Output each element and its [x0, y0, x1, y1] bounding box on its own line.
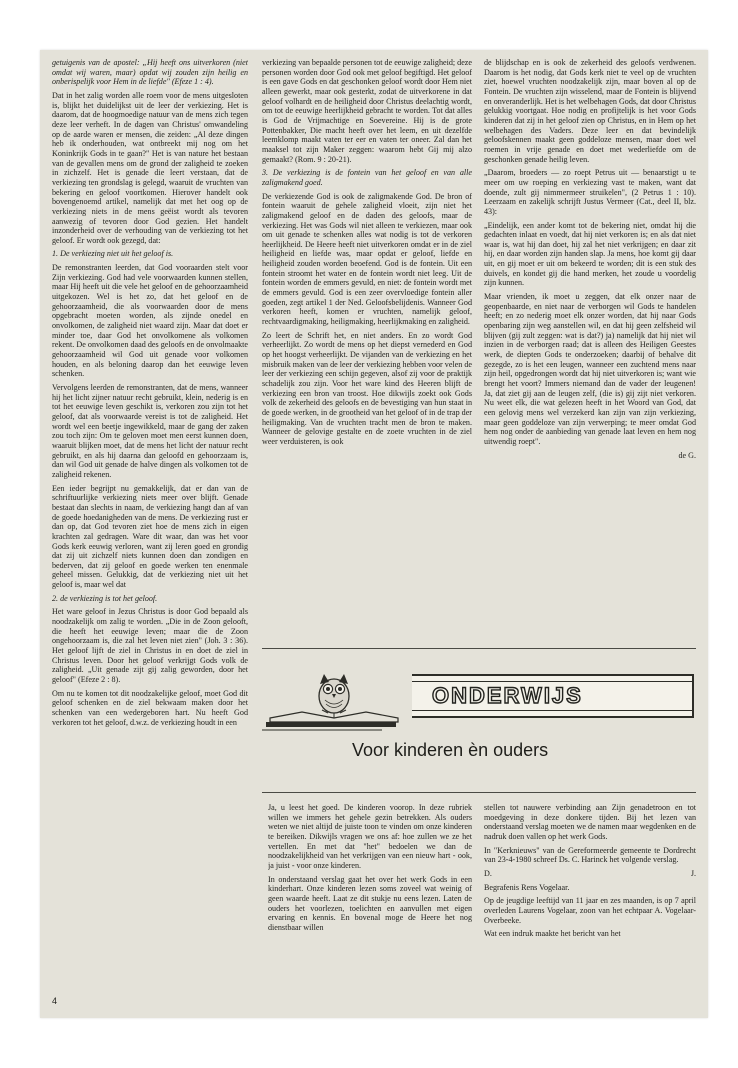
- paragraph: de blijdschap en is ook de zekerheid des geloofs verdwenen. Daarom is het nodig, dat Gods kerk niet te veel op de vruchten ziet, hoewel vruchten noodzakelijk zijn, maar boven al op de Fontein. De vruchten zijn wisselend, maar de Fontein is blijvend en onveranderlijk. Het is het welbehagen Gods, dat door Christus gelukkig voortgaat. Hoe nodig en profijtelijk is het voor Gods kinderen dat zij in het geloof zien op Christus, en in Hem op het welbehagen des Vaders. Deze leer en dat bevindelijk geloofskennen maakt geen goddeloze mensen, maar doet wel roemen in vrije genade en doet met wederliefde om de geschonken genade heilig leven.: [484, 58, 696, 164]
- paragraph: Zo leert de Schrift het, en niet anders. En zo wordt God verheerlijkt. Zo wordt de mens op het diepst vernederd en God op het hoogst verheerlijkt. De vijanden van de verkiezing en het misbruik maken van de leer der verkiezing hebben voor velen de leer der verkiezing een schijn gegeven, alsof zij voor de praktijk schadelijk zou zijn. Voor het ware kind des Heeren blijft de verkiezing een bron van troost. Hoe dikwijls zoekt ook Gods volk de zekerheid des geloofs en de bevestiging van hun staat in de goede werken, in de grootheid van het geloof of in de trap der heiligmaking. Van de vruchten tracht men de bron te maken. Wanneer de gelovige gestalte en de zoete vruchten in de ziel weer verduisteren, is ook: [262, 330, 472, 446]
- paragraph: Om nu te komen tot dit noodzakelijke geloof, moet God dit geloof schenken en de ziel bekwaam maken door het schenken van een wedergeboren hart. Nu heeft God verkoren tot het geloof, d.w.z. de verkiezing houdt in een: [52, 688, 248, 727]
- divider: [262, 792, 696, 793]
- paragraph: In onderstaand verslag gaat het over het werk Gods in een kinderhart. Onze kinderen lezen soms zoveel wat weinig of geen waarde heeft. Laat ze dit stukje nu eens lezen. Laten de ouders het voorlezen, toelichten en aanvullen met eigen ervaring en kennis. En bovenal moge de Heere het nog dienstbaar willen: [268, 874, 472, 932]
- paragraph: Ja, u leest het goed. De kinderen voorop. In deze rubriek willen we immers het gehele gezin betrekken. Als ouders weten we niet altijd de juiste toon te vinden om onze kinderen te bereiken. Dikwijls vragen we ons af: hoe zullen we ze het vertellen. En met dat "het" bedoelen we dan de noodzakelijkheid van het verkrijgen van een nieuw hart - ook, ja juist - voor onze kinderen.: [268, 803, 472, 870]
- paragraph: Op de jeugdige leeftijd van 11 jaar en zes maanden, is op 7 april overleden Laurens Vogelaar, zoon van het echtpaar A. Vogelaar-Overbeeke.: [484, 896, 696, 925]
- paragraph: Begrafenis Rens Vogelaar.: [484, 882, 570, 892]
- paragraph: verkiezing van bepaalde personen tot de eeuwige zaligheid; deze personen worden door God ook met geloof begiftigd. Het geloof is een gave Gods en dat geschonken geloof wordt door Hem niet alleen gewerkt, maar ook gesterkt, zodat de uitverkorene in dat geloof volhardt en de heiligheid door Christus deelachtig wordt, om tot de eeuwige heerlijkheid gebracht te worden. Tot dat alles is God de Vrijmachtige en Soevereine. Hij is de grote Pottenbakker, Die macht heeft over het leem, en uit dezelfde leemklomp maakt vaten ter eer en vaten ter oneer. Zal dan het maaksel tot zijn Maker zeggen: waarom hebt Gij mij alzo gemaakt? (Rom. 9 : 20-21).: [262, 58, 472, 164]
- section-title-box: [412, 674, 694, 718]
- paragraph: Een ieder begrijpt nu gemakkelijk, dat er dan van de schriftuurlijke verkiezing niets meer over blijft. Genade bestaat dan slechts in naam, de verkiezing hangt dan af van de goede hoedanigheden van de mens. De verkiezing rust er dan op, dat God tevoren ziet hoe de mens zich in eigen krachten zal gedragen. Ware dit waar, dan was het voor Gods kerk eeuwig verloren, want zij leren goed en grondig dat zij uit zichzelf niets kunnen doen dan zondigen en bederven, dat zij geloof en goede werken ten enenmale geheel missen. Gelukkig, dat de verkiezing niet uit het geloof is, maar wel dat: [52, 483, 248, 590]
- paragraph: In "Kerknieuws" van de Gereformeerde gemeente te Dordrecht van 23-4-1980 schreef Ds. C. Harinck het volgende verslag.: [484, 845, 696, 865]
- paragraph: Dat in het zalig worden alle roem voor de mens uitgesloten is, blijkt het duidelijkst uit de leer der verkiezing. Het is daarom, dat de hoogmoedige natuur van de mens zich tegen deze leer verheft. In de dagen van Christus' omwandeling op de aarde waren er mensen, die zeiden: „Al deze dingen heb ik onderhouden, wat ontbreekt mij nog om het Koninkrijk Gods in te gaan?" Het is van nature het bestaan van de gevallen mens om de grond der zaligheid te zoeken in zichzelf. Het is genade die leert verstaan, dat de verkiezing ten grondslag is gelegd, waaruit de vruchten van bekering en geloof voortkomen. Hierover handelt ook bovengenoemd artikel, namelijk dat met het oog op de verkiezing niets in de mens geëist wordt als tevoren aanwezig of tevoren door God gezien. Het handelt inzonderheid over de verhouding van de verkiezing tot het geloof. Er wordt ook gezegd, dat:: [52, 90, 248, 245]
- paragraph: stellen tot nauwere verbinding aan Zijn genadetroon en tot moedgeving in deze donkere tijden. Bij het lezen van onderstaand verslag moeten we de namen maar wegdenken en de nadruk doen vallen op het werk Gods.: [484, 803, 696, 841]
- page-number: 4: [52, 996, 58, 1006]
- paragraph: Het ware geloof in Jezus Christus is door God bepaald als noodzakelijk om zalig te worden. „Die in de Zoon gelooft, die heeft het eeuwige leven; maar die de Zoon ongehoorzaam is, die zal het leven niet zien" (Joh. 3 : 36). Het geloof lijft de ziel in Christus in en doet de ziel in Christus leven. Door het geloof verkrijgt Gods volk de zaligheid. „Uit genade zijt gij zalig geworden, door het geloof" (Efeze 2 : 8).: [52, 607, 248, 685]
- magazine-page: [40, 50, 708, 1018]
- column-2: [262, 58, 472, 643]
- column-5: [484, 803, 696, 1008]
- section-heading: 2. de verkiezing is tot het geloof.: [52, 593, 158, 603]
- paragraph: „Eindelijk, een ander komt tot de bekering niet, omdat hij die gedachten inlaat en voedt, dat hij niet verkoren is; en als dat niet waar is, wat hij dan doet, hij zal het niet verkrijgen; en daar zit hij, en daar worden zijn handen slap. Ja mens, hoe komt gij daar uit, en gij moet er uit om bekeerd te worden; dit is een stuk des duivels, en kondet gij die hand merken, het zoude u voordelig zijn kunnen.: [484, 220, 696, 288]
- column-3: [484, 58, 696, 643]
- paragraph: Vervolgens leerden de remonstranten, dat de mens, wanneer hij het licht zijner natuur recht gebruikt, klein, nederig is en tot het eeuwige leven geschikt is, verkoren zou zijn tot het geloof, dat als voorwaarde vereist is tot de zaligheid. Het wordt wel een beetje ingewikkeld, maar de gang der zaken zou toch zijn: Om te geloven moet men eerst kunnen doen, waaruit blijken moet, dat de mens het licht der natuur recht gebruikt, en als hij daarna dan geloofd en gehoorzaam is, dan wil God uit genade de halve dingen als volkomen tot de zaligheid rekenen.: [52, 383, 248, 479]
- onderwijs-banner: [262, 656, 696, 776]
- divider: [262, 648, 696, 649]
- section-heading: 3. De verkiezing is de fontein van het geloof en van alle zaligmakend goed.: [262, 168, 472, 187]
- paragraph: De verkiezende God is ook de zaligmakende God. De bron of fontein waaruit de gehele zaligheid vloeit, zijn niet het zaligmakend geloof en de daden des geloofs, maar de verkiezing. Het was Gods wil niet alleen te verkiezen, maar ook om uit genade te schenken alles wat nodig is tot de verkoren heerlijkheid. De Heere heeft niet uitverkoren omdat er in de ziel heiligheid en liefde was, maar opdat er geloof, liefde en heiligheid zouden worden beoefend. God is de fontein. Uit een fontein stroomt het water en de fontein wordt niet leeg. Uit de fontein worden de emmers gevuld, en niet: de fontein wordt met de emmers gevuld. God is een zeer overvloedige fontein aller goeden, zegt artikel 1 der Ned. Geloofsbelijdenis. Wanneer God verkoren heeft, komen er vruchten, namelijk geloof, rechtvaardigmaking, heiligmaking, heerlijkmaking en zaligheid.: [262, 191, 472, 327]
- initials-line: [484, 869, 696, 879]
- paragraph: getuigenis van de apostel: „Hij heeft ons uitverkoren (niet omdat wij waren, maar) opdat wij zouden zijn heilig en onberispelijk voor Hem in de liefde" (Efeze 1 : 4).: [52, 58, 248, 87]
- section-title: ONDERWIJS: [432, 683, 583, 708]
- author-signature: de G.: [678, 450, 696, 460]
- column-1: [52, 58, 248, 993]
- paragraph: „Daarom, broeders — zo roept Petrus uit — benaarstigt u te meer om uw roeping en verkiezing vast te maken, want dat doende, zult gij nimmermeer struikelen", (2 Petrus 1 : 10). Leerzaam en zakelijk schrijft Justus Vermeer (Cat., deel II, blz. 43):: [484, 168, 696, 216]
- column-4: [268, 803, 472, 1008]
- paragraph: De remonstranten leerden, dat God vooraarden stelt voor Zijn verkiezing. God had vele voorwaarden kunnen stellen, maar Hij heeft uit die vele het geloof en de gehoorzaamheid uitgekozen. Wel is het zo, dat het geloof en de gehoorzaamheid, die als voorwaarden door de mens opgebracht moeten worden, als zijnde onedel en onvolkomen, de zaligheid niet waard zijn. Maar dat doet er minder toe, daar God het onvolkomene als volkomen rekent. De onvolkomen daad des geloofs en de onvolmaakte gehoorzaamheid wil God uit genade voor volkomen houden, en als beloning daarop dan het eeuwige leven schenken.: [52, 263, 248, 379]
- section-heading: 1. De verkiezing niet uit het geloof is.: [52, 249, 174, 259]
- paragraph: Wat een indruk maakte het bericht van het: [484, 929, 621, 939]
- article-headline: Voor kinderen èn ouders: [352, 740, 549, 760]
- initial-right: J.: [690, 868, 696, 878]
- owl-on-books-icon: [262, 656, 412, 741]
- paragraph: Maar vrienden, ik moet u zeggen, dat elk onzer naar de geopenbaarde, en niet naar de verborgen wil Gods te handelen heeft; en zo nederig moet elk onzer worden, dat hij naar Gods openbaring zijn weg aanstellen wil, en dat hij geen zelfsheid wil blijven (gij zult zeggen: wat is dat?) ja) namelijk dat hij niet wil inzien in de verborgen raad; dat is alleen des Heiligen Geestes werk, de diepten Gods te onderzoeken; daarbij of behalve dit gezegde, zo is het een leugen, wanneer een zuchtend mens naar zijn heil, opgedrongen wordt dat hij niet uitverkoren is; want wie brengt het voort? Immers niemand dan de vader der leugenen! Ja, dat ziet gij aan de leugen zelf, (die is) gij zijt niet verkoren. Nu weet elk, die wat gelezen heeft in het Woord van God, dat een gelovig mens wel verzekerd kan zijn van zijn verkiezing, maar geen goddeloze van zijn verwerping; te meer omdat God hem nog onder de aanbieding van genade laat leven en hem nog uitwendig roept".: [484, 292, 696, 446]
- initial-left: D.: [484, 868, 492, 878]
